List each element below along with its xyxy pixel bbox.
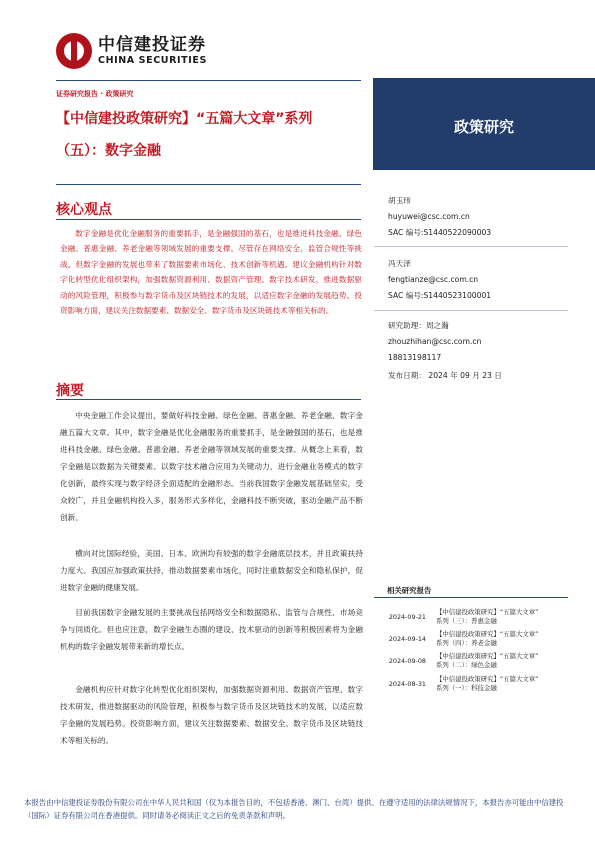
related-report-subtitle: 系列（四）：养老金融 [436,639,497,647]
abstract-paragraph-4: 金融机构应针对数字化转型优化组织架构，加强数据资源利用、数据资产管理、数字技术研发，推进数据驱动的风险管理，积极参与数字货币及区块链技术的发展，以适应数字金融的发展趋势。投资影响方面，建议关注数据要素、数据安全、数字货币及区块链技术等相关标的。 [60,685,363,745]
research-assistant [388,318,568,384]
analyst-sac: SAC 编号:S1440522090003 [388,228,492,237]
logo-icon [56,33,92,69]
related-report-subtitle: 系列（三）：普惠金融 [436,617,497,625]
assistant-email[interactable]: zhouzhihan@csc.com.cn [388,337,482,346]
related-report-title: 【中信建投政策研究】“五篇大文章” [436,652,539,660]
related-report-date: 2024-09-08 [388,657,426,665]
company-logo [56,33,207,69]
analyst-sac: SAC 编号:S1440523100001 [388,291,492,300]
sidebar-divider [374,310,568,311]
related-report-date: 2024-09-14 [388,635,426,643]
related-reports-rule [374,597,568,598]
analyst-email[interactable]: huyuwei@csc.com.cn [388,212,470,221]
header-rule [56,80,361,81]
analyst-1 [388,193,568,241]
related-report-subtitle: 系列（一）：科技金融 [436,684,497,692]
report-category: 证券研究报告 · 政策研究 [56,90,134,98]
assistant-phone: 18813198117 [388,353,442,362]
core-view-heading: 核心观点 [56,202,112,218]
related-report-title: 【中信建投政策研究】“五篇大文章” [436,630,539,638]
analyst-name: 冯天泽 [388,259,411,268]
analyst-email[interactable]: fengtianze@csc.com.cn [388,275,479,284]
brand-name-cn: 中信建投证券 [98,35,206,55]
related-report-title: 【中信建投政策研究】“五篇大文章” [436,608,539,616]
publish-date: 发布日期： 2024 年 09 月 23 日 [388,371,502,380]
related-report-title: 【中信建投政策研究】“五篇大文章” [436,675,539,683]
related-reports-heading: 相关研究报告 [387,586,432,595]
sidebar-divider [374,246,568,247]
analyst-2 [388,256,568,304]
report-type-banner [373,78,595,170]
core-view-text: 数字金融是优化金融服务的重要抓手，是金融强国的基石，也是推进科技金融、绿色金融、普惠金融、养老金融等领域发展的重要支撑。尽管存在网络安全、监管合规性等挑战，但数字金融的发展也带来了数据要素市场化、技术创新等机遇。建议金融机构针对数字化转型优化组织架构，加强数据资源利用、数据资产管理、数字技术研发，推进数据驱动的风险管理，积极参与数字货币及区块链技术的发展，以适应数字金融的发展趋势。投资影响方面，建议关注数据要素、数据安全、数字货币及区块链技术等相关标的。 [60,229,362,316]
related-report-item[interactable] [374,650,568,672]
footer-disclaimer: 本报告由中信建投证券股份有限公司在中华人民共和国（仅为本报告目的，不包括香港、澳门、台湾）提供。在遵守适用的法律法规情况下，本报告亦可能由中信建投（国际）证券有限公司在香港提供。同时请务必阅读正文之后的免责条款和声明。 [24,798,564,820]
report-title [56,103,361,167]
related-report-date: 2024-09-21 [388,613,426,621]
abstract-paragraph-2: 横向对比国际经验，美国、日本、欧洲均有较强的数字金融底层技术，并且政策扶持力度大。我国应加强政策扶持，推动数据要素市场化，同时注重数据安全和隐私保护，促进数字金融的健康发展。 [60,549,363,592]
abstract-paragraph-3: 目前我国数字金融发展的主要挑战包括网络安全和数据隐私、监管与合规性、市场竞争与同质化。但也应注意，数字金融生态圈的建设、技术驱动的创新等积极因素将为金融机构的数字金融发展带来新的增长点。 [60,608,363,651]
related-report-item[interactable] [374,673,568,695]
abstract-rule [56,399,361,400]
report-type: 政策研究 [453,118,514,136]
report-title-line1: 【中信建投政策研究】“五篇大文章”系列 [56,111,313,127]
brand-name-en: CHINA SECURITIES [98,55,207,66]
related-report-subtitle: 系列（二）：绿色金融 [436,661,497,669]
analyst-name: 胡玉玮 [388,196,411,205]
related-report-date: 2024-08-31 [388,680,426,688]
abstract-paragraph-1: 中央金融工作会议提出，要做好科技金融、绿色金融、普惠金融、养老金融、数字金融五篇大文章。其中，数字金融是优化金融服务的重要抓手，是金融强国的基石，也是推进科技金融、绿色金融、普惠金融、养老金融等领域发展的重要支撑。从概念上来看，数字金融是以数据为关键要素、以数字技术融合应用为关键动力，进行金融业务模式的数字化创新，最终实现与数字经济全面适配的金融形态。当前我国数字金融发展基础坚实，受众较广，并且金融机构投入多，服务形式多样化，金融科技不断突破，驱动金融产品不断创新。 [60,411,363,522]
title-rule [56,184,361,185]
abstract-heading: 摘要 [56,383,84,399]
core-view-rule [56,219,361,220]
report-title-line2: （五）：数字金融 [56,143,161,159]
related-report-item[interactable] [374,628,568,650]
related-report-item[interactable] [374,606,568,628]
assistant-label: 研究助理：周之瀚 [388,321,449,330]
